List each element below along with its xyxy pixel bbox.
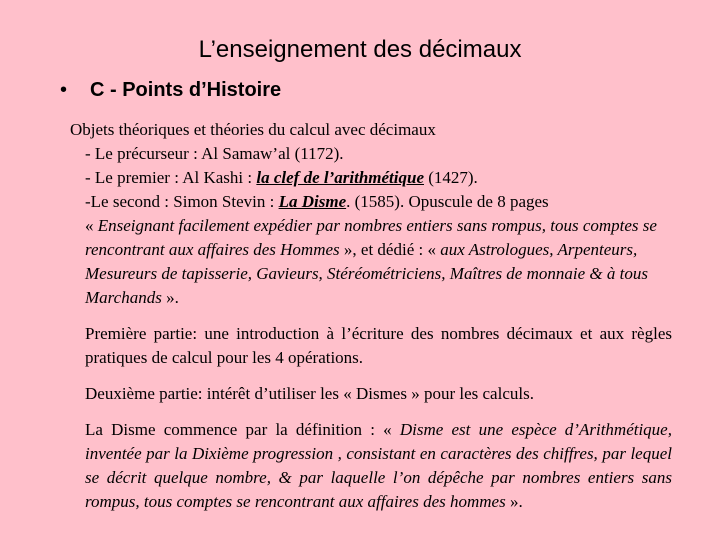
premier-prefix: - Le premier : Al Kashi : [85,168,257,187]
bullet-icon: • [60,79,68,101]
slide-title: L’enseignement des décimaux [198,36,522,63]
quote2-close: ». [161,288,179,307]
quote-text-2: aux Astrologues, Arpenteurs, Mesureurs de tapisserie, Gavieurs, Stéréométriciens, Maîtres de monnaie & à tous Marchands [85,240,648,307]
second-suffix: . (1585). Opuscule de 8 pages [346,192,549,211]
stevin-quote [85,214,675,310]
section-heading: C - Points d’Histoire [90,79,282,101]
premier-suffix: (1427). [423,168,478,187]
second-prefix: -Le second : Simon Stevin : [85,192,279,211]
section-bullet [60,79,281,102]
quote2-open: « [427,240,441,259]
paragraph-part-two: Deuxième partie: intérêt d’utiliser les « Dismes » pour les calculs. [85,384,534,403]
definition-text: Disme est une espèce d’Arithmétique, inventée par la Dixième progression , consistant en caractères des chiffres, par lequel se décrit quelque nombre, & par laquelle l’on dépêche par nombres entiers sans rompus, tous comptes se rencontrant aux affaires des hommes [85,420,672,511]
intro-line: Objets théoriques et théories du calcul avec décimaux [70,120,436,139]
definition-suffix: ». [505,492,523,511]
list-item-precurseur: - Le précurseur : Al Samaw’al (1172). [85,144,344,163]
quote-open: « [85,216,98,235]
definition-prefix: La Disme commence par la définition : « [85,420,400,439]
history-list [85,142,675,310]
quote-text-1: Enseignant facilement expédier par nombres entiers sans rompus, tous comptes se rencontrant aux affaires des Hommes [85,216,657,259]
book-title-stevin: La Disme [278,192,347,211]
paragraph-definition [85,418,672,514]
paragraph-part-one: Première partie: une introduction à l’écriture des nombres décimaux et aux règles pratiques de calcul pour les 4 opérations. [85,324,672,367]
book-title-kashi: la clef de l’arithmétique [256,168,424,187]
list-item-second [85,190,675,214]
list-item-premier [85,166,675,190]
quote-close-dedie: », et dédié : [339,240,424,259]
